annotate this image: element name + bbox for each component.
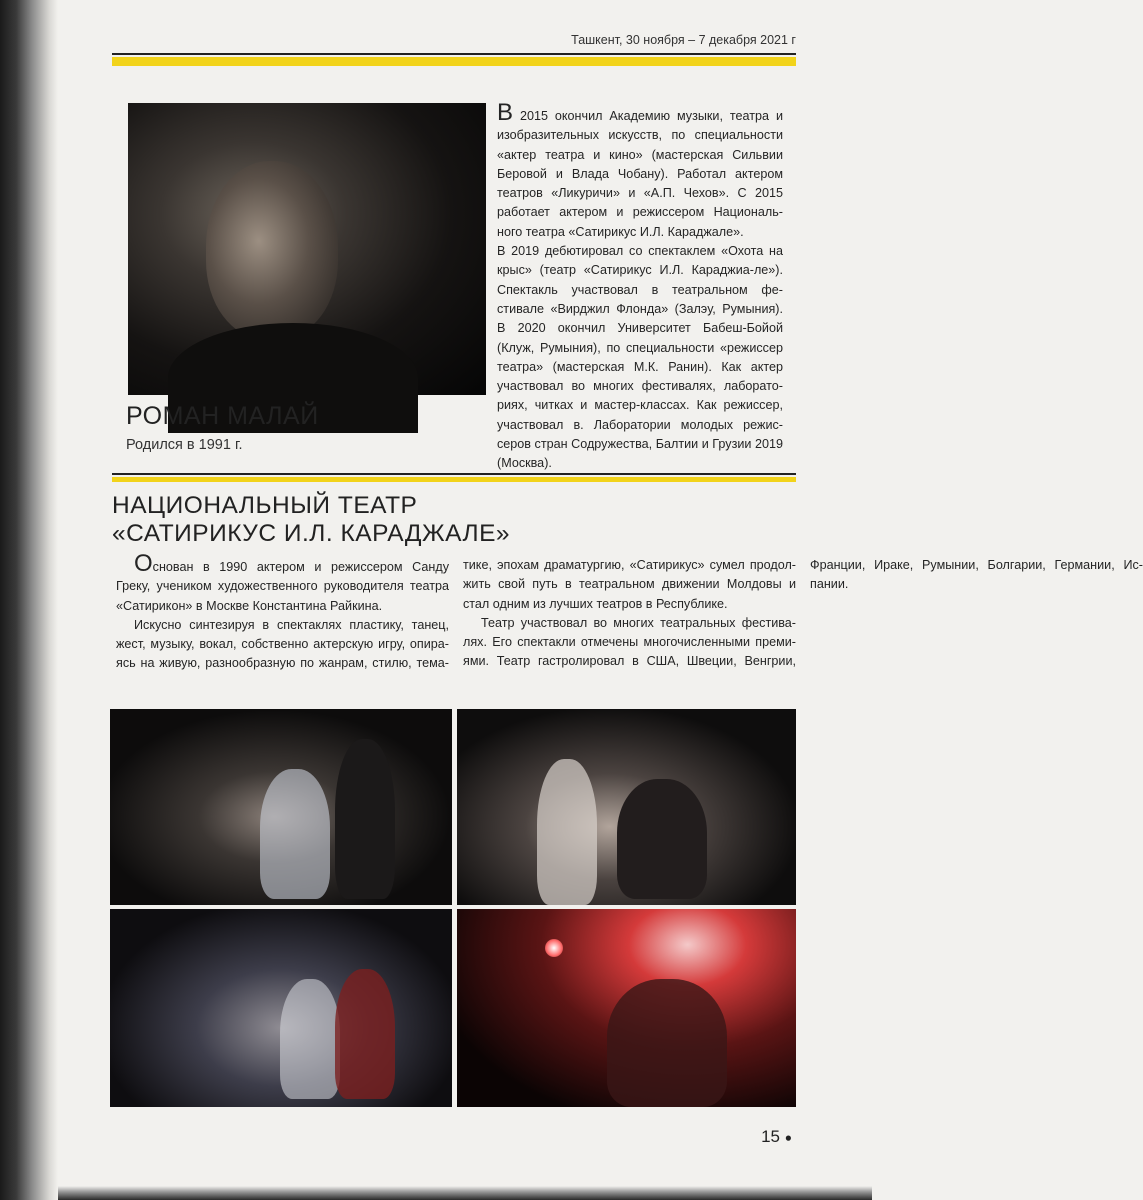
stage-spotlight <box>545 939 563 957</box>
bio-paragraph-1 <box>497 99 783 242</box>
section-title-line-1: НАЦИОНАЛЬНЫЙ ТЕАТР <box>112 492 418 519</box>
header-rule <box>112 53 796 66</box>
article-paragraph-3: Театр участвовал во многих театральных фестива-лях. Его спектакли отмечены многочисленными преми-ями. Театр гастролировал в США, Швеции, Венгрии, Франции, Ираке, Румынии, Болгарии, Германии, Ис-пании. <box>463 558 1143 669</box>
article-paragraph-2: Искусно синтезируя в спектаклях пластику, танец, жест, музыку, вокал, собственно актерскую игру, опира-ясь на живую, разнообразную по жанрам, стилю, тема-тике, эпохам драматургию, «Сатирикус» сумел продол-жить свой путь в театральном движении Молдовы и стал одним из лучших театров в Республике. <box>116 558 796 671</box>
bio-paragraph-2: В 2019 дебютировал со спектаклем «Охота на крыс» (театр «Сатирикус И.Л. Караджиа-ле»). Спектакль участвовал в театральном фе-стивале «Вирджил Флонда» (Залэу, Румыния). В 2020 окончил Университет Бабеш-Бойой (Клуж, Румыния), по специальности «режиссер театра» (мастерская М.К. Ранин). Как актер участвовал во многих фестивалях, лаборато-риях, читках и мастер-классах. Как режиссер, участвовал в. Лаборатории молодых режис-серов стран Содружества, Балтии и Грузии 2019 (Москва). <box>497 244 783 471</box>
bio-name: РОМАН МАЛАЙ <box>126 402 319 430</box>
portrait-photo <box>128 103 486 395</box>
section-title-line-2: «САТИРИКУС И.Л. КАРАДЖАЛЕ» <box>112 520 511 547</box>
article-body <box>116 550 1143 686</box>
stage-photo-3 <box>110 909 452 1107</box>
bio-birth: Родился в 1991 г. <box>126 437 243 453</box>
bio-paragraph-1-text: 2015 окончил Академию музыки, театра и изобразительных искусств, по специальности «актер театра и кино» (мастерская Сильвии Беровой и Влада Чобану). Работал актером театров «Ликуричи» и «А.П. Чехов». С 2015 работает актером и режиссером Националь-ного театра «Сатирикус И.Л. Караджале». <box>497 109 783 239</box>
portrait-head <box>206 161 338 339</box>
section-title <box>112 492 510 548</box>
stage-photo-4 <box>457 909 796 1107</box>
binding-gutter <box>0 0 58 1200</box>
running-head: Ташкент, 30 ноября – 7 декабря 2021 г <box>571 33 796 47</box>
article-paragraph-1-text: снован в 1990 актером и режиссером Санду Греку, учеником художественного руководителя театра «Сатирикон» в Москве Константина Райкина. <box>116 560 449 613</box>
stage-photo-1 <box>110 709 452 905</box>
page-number-value: 15 <box>761 1127 781 1146</box>
article-dropcap: О <box>134 550 153 577</box>
stage-photo-2 <box>457 709 796 905</box>
bio-dropcap: В <box>497 99 514 126</box>
page-bullet: ● <box>784 1130 792 1145</box>
page-bottom-edge <box>58 1186 872 1200</box>
article-paragraph-1 <box>116 550 449 616</box>
page-number <box>761 1127 792 1147</box>
bio-text <box>497 99 783 474</box>
section-rule <box>112 473 796 482</box>
